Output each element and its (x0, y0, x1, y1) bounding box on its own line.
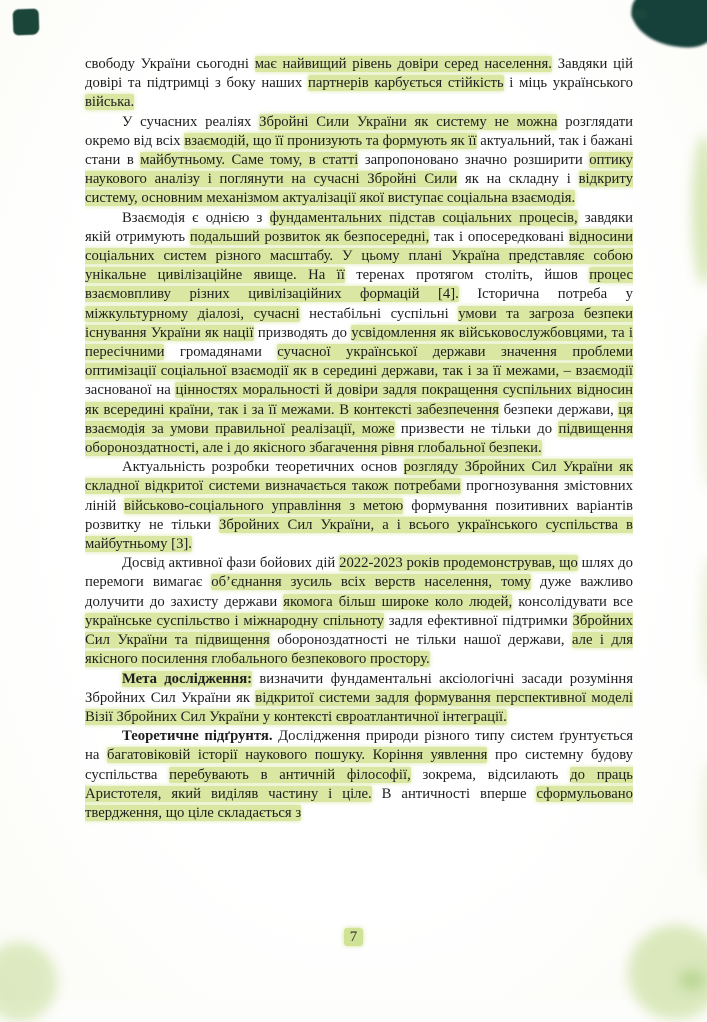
text-run: заснованої на (85, 382, 176, 399)
text-run: військово-соціального управління з метою (124, 497, 404, 514)
section-label: Мета дослідження: (122, 670, 253, 687)
article-text-block (85, 55, 633, 823)
text-run: майбутньому. Саме тому, в статті (140, 152, 359, 169)
text-run: так і опосередковані (429, 228, 569, 245)
section-label: Теоретичне підґрунтя. (122, 728, 273, 745)
text-run: Актуальність розробки теоретичних основ (122, 459, 404, 476)
text-run: Збройних Сил України та підвищення (85, 612, 633, 649)
text-run: зокрема, відсилають (410, 766, 571, 783)
text-run: партнерів карбується стійкість (307, 75, 504, 92)
text-run: але і для якісного посилення глобального безпекового простору. (85, 632, 633, 668)
text-run: У сучасних реаліях (122, 113, 260, 130)
text-run: відкриту систему, основним механізмом актуалізації якої виступає соціальна взаємодія. (85, 171, 633, 207)
text-run: призводять до (253, 324, 352, 341)
text-run: громадянами (164, 344, 278, 361)
page-footer (0, 929, 707, 946)
corner-scan-mark-top-left (13, 9, 40, 36)
text-run: запропоновано значно розширити (358, 152, 590, 169)
paragraph-teoretychne-pidgruntia (85, 727, 633, 823)
text-run: подальший розвиток як безпосередні, (189, 228, 430, 245)
text-run: об’єднання зусиль всіх верств населення, тому (211, 574, 531, 591)
text-run: актуальний, так і бажані стани в (85, 132, 634, 169)
ink-dot-top-right (632, 9, 647, 20)
text-run: дуже важливо долучити до захисту держави (85, 574, 633, 610)
text-run: взаємодій, що її пронизують та формують як її (184, 132, 477, 149)
text-run: сформульовано твердження, що ціле складається з (85, 785, 633, 821)
text-run: Історична потреба у (458, 286, 633, 303)
corner-smudge-bottom-right-2 (679, 970, 705, 990)
paragraph (85, 554, 633, 669)
text-run: цінностях моральності й довіри задля покращення суспільних відносин як всередині країни, так і за її межами. В контексті забезпечення (85, 382, 634, 418)
text-run: міжкультурному діалозі, сучасні (85, 305, 300, 322)
paragraph-meta-doslidzhennia (85, 670, 633, 728)
text-run: консолідувати все (512, 593, 633, 610)
text-run: В античності вперше (371, 785, 537, 802)
text-run: шлях до перемоги вимагає (85, 555, 633, 591)
text-run: українське суспільство і міжнародну спільноту (85, 612, 385, 629)
text-run: відносини соціальних систем різного масштабу. У цьому плані Україна представляє собою унікальне цивілізаційне явище. На її (85, 228, 633, 284)
text-run: фундаментальних підстав соціальних процесів, (269, 209, 578, 226)
text-run: умови та загроза безпеки існування України як нації (85, 305, 633, 341)
text-run: прогнозування змістовних ліній (85, 478, 634, 514)
text-run: 2022-2023 років продемонстрував, що (339, 555, 578, 572)
text-run: як на складну і (457, 171, 579, 188)
paragraph (85, 113, 633, 209)
text-run: Досвід активної фази бойових дій (122, 555, 340, 572)
paragraph (85, 55, 633, 113)
text-run: Дослідження природи різного типу систем ґрунтується на (85, 728, 633, 764)
text-run: Збройні Сили України як систему не можна (259, 113, 558, 130)
text-run: завдяки якій отримують (85, 209, 633, 245)
text-run: задля ефективної підтримки (384, 612, 573, 629)
text-run: якомога більш широке коло людей, (283, 593, 513, 610)
text-run: до праць Аристотеля, який виділяв частину і ціле. (85, 766, 633, 802)
text-run: має найвищий рівень довіри серед населення. (254, 56, 552, 72)
text-run: теренах протягом століть, йшов (344, 267, 590, 284)
text-run: Взаємодія є однією з (122, 209, 270, 226)
text-run: визначити фундаментальні аксіологічні засади розуміння Збройних Сил України як (85, 670, 633, 706)
text-run: ця взаємодія за умови правильної реалізації, може (85, 401, 633, 437)
text-run: про системну будову суспільства (85, 747, 633, 783)
text-run: і міць українського (503, 75, 634, 92)
text-run: оптику наукового аналізу і поглянути на сучасні Збройні Сили (85, 152, 634, 188)
text-run: війська. (85, 94, 135, 111)
text-run: обороноздатності не тільки нашої держави, (269, 632, 573, 649)
text-run: розглядати окремо від всіх (85, 113, 633, 149)
paragraph (85, 209, 633, 459)
text-run: розгляду Збройних Сил України як складної відкритої системи визначається також потребами (85, 459, 633, 495)
page-number: 7 (344, 928, 364, 946)
text-run: безпеки держави, (498, 401, 619, 418)
text-run: усвідомлення як військовослужбовцями, та і пересічними (85, 324, 633, 361)
text-run: Завдяки цій довірі та підтримці з боку наших (85, 56, 633, 92)
paragraph (85, 458, 633, 554)
text-run: призвести не тільки до (394, 420, 559, 437)
text-run: сучасної української держави значення проблеми оптимізації соціальної взаємодії як в середині держави, так і за її межами, – взаємодії (85, 344, 633, 380)
text-run: свободу України сьогодні (85, 56, 255, 72)
text-run: формування позитивних варіантів розвитку не тільки (85, 497, 633, 533)
text-run: процес взаємовпливу різних цивілізаційних формацій [4]. (85, 267, 633, 303)
text-run: Збройних Сил України, а і всього українського суспільства в майбутньому [3]. (85, 516, 633, 553)
text-run: перебувають в античній філософії, (169, 766, 411, 783)
text-run: нестабільні суспільні (299, 305, 459, 322)
text-run: багатовіковій історії наукового пошуку. Коріння уявлення (106, 747, 488, 764)
text-run: відкритої системи задля формування перспективної моделі Візії Збройних Сил України у контексті євроатлантичної інтеграції. (85, 689, 633, 725)
text-run: підвищення обороноздатності, але і до якісного збагачення рівня глобальної безпеки. (85, 420, 633, 457)
